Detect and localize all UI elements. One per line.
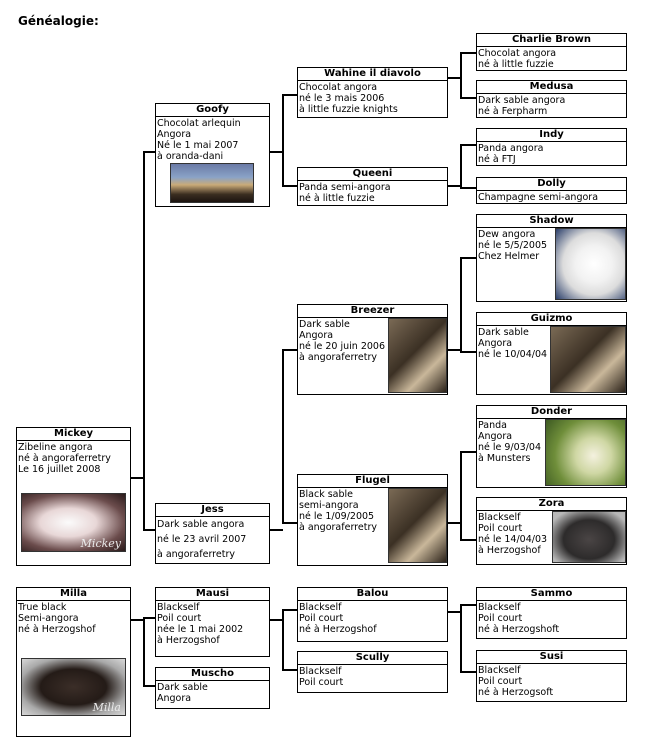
ferret-name: Charlie Brown <box>477 34 626 47</box>
ferret-photo <box>545 419 626 486</box>
ferret-detail: né le 20 juin 2006 <box>299 341 386 352</box>
ferret-detail: né à little fuzzie <box>478 59 554 70</box>
ferret-detail: Dew angora <box>478 229 536 240</box>
ferret-name: Susi <box>477 651 626 664</box>
ferret-card-zora <box>476 497 627 565</box>
ferret-detail: Champagne semi-angora <box>478 192 599 203</box>
photo-watermark: Mickey <box>80 537 121 550</box>
ferret-detail: Angora <box>299 330 334 341</box>
ferret-detail: à oranda-dani <box>157 151 224 162</box>
ferret-detail: Chocolat angora <box>478 48 557 59</box>
ferret-name: Medusa <box>477 81 626 94</box>
ferret-detail: Blackself <box>478 665 521 676</box>
ferret-detail: Zibeline angora <box>18 442 93 453</box>
ferret-card-scully <box>297 651 448 693</box>
ferret-name: Wahine il diavolo <box>298 68 447 81</box>
ferret-detail: né le 5/5/2005 <box>478 240 548 251</box>
ferret-detail: Angora <box>157 129 192 140</box>
ferret-name: Shadow <box>477 215 626 228</box>
ferret-detail: Poil court <box>478 523 523 534</box>
ferret-detail: Blackself <box>157 602 200 613</box>
ferret-detail: Black sable <box>299 489 354 500</box>
ferret-detail: Panda <box>478 420 507 431</box>
ferret-photo <box>170 163 254 203</box>
ferret-card-medusa <box>476 80 627 118</box>
ferret-detail: née le 1 mai 2002 <box>157 624 244 635</box>
ferret-detail: Angora <box>478 431 513 442</box>
ferret-card-jess <box>155 503 270 564</box>
ferret-detail: né le 9/03/04 <box>478 442 542 453</box>
ferret-detail: Chez Helmer <box>478 251 540 262</box>
ferret-card-indy <box>476 128 627 166</box>
ferret-detail: né le 14/04/03 <box>478 534 548 545</box>
ferret-detail: né à angoraferretry <box>18 453 111 464</box>
ferret-detail: Blackself <box>478 512 521 523</box>
ferret-name: Milla <box>17 588 130 601</box>
ferret-detail: Poil court <box>299 613 344 624</box>
ferret-name: Zora <box>477 498 626 511</box>
ferret-detail: Panda semi-angora <box>299 182 391 193</box>
ferret-card-goofy <box>155 103 270 207</box>
ferret-detail: Dark sable <box>157 682 208 693</box>
ferret-name: Mickey <box>17 428 130 441</box>
ferret-card-shadow <box>476 214 627 302</box>
ferret-detail: True black <box>18 602 67 613</box>
ferret-detail: né à little fuzzie <box>299 193 375 204</box>
ferret-name: Dolly <box>477 178 626 191</box>
ferret-detail: Panda angora <box>478 143 544 154</box>
ferret-detail: né à Herzogsoft <box>478 687 554 698</box>
ferret-name: Sammo <box>477 588 626 601</box>
ferret-card-sammo <box>476 587 627 639</box>
ferret-detail: Né le 1 mai 2007 <box>157 140 239 151</box>
ferret-card-donder <box>476 405 627 488</box>
ferret-card-dolly <box>476 177 627 204</box>
ferret-detail: à angoraferretry <box>299 522 377 533</box>
ferret-name: Indy <box>477 129 626 142</box>
ferret-name: Balou <box>298 588 447 601</box>
ferret-detail: né le 3 mais 2006 <box>299 93 385 104</box>
ferret-card-milla <box>16 587 131 737</box>
ferret-detail: Poil court <box>157 613 202 624</box>
ferret-card-flugel <box>297 474 448 566</box>
ferret-name: Muscho <box>156 668 269 681</box>
ferret-detail: à Herzogshof <box>478 545 541 556</box>
ferret-detail: né à Ferpharm <box>478 106 548 117</box>
ferret-detail: Dark sable angora <box>157 519 245 530</box>
ferret-card-balou <box>297 587 448 642</box>
ferret-name: Scully <box>298 652 447 665</box>
ferret-detail: Angora <box>478 338 513 349</box>
ferret-detail: à little fuzzie knights <box>299 104 398 115</box>
page-title: Généalogie: <box>18 14 99 28</box>
ferret-detail: à angoraferretry <box>299 352 377 363</box>
ferret-name: Queeni <box>298 168 447 181</box>
ferret-photo <box>552 511 626 563</box>
ferret-photo <box>21 658 126 716</box>
ferret-photo <box>388 488 447 563</box>
ferret-photo <box>555 228 626 300</box>
ferret-detail: né le 10/04/04 <box>478 349 548 360</box>
ferret-detail: Semi-angora <box>18 613 79 624</box>
ferret-card-breezer <box>297 304 448 395</box>
ferret-detail: Chocolat arlequin <box>157 118 241 129</box>
ferret-detail: à angoraferretry <box>157 549 235 560</box>
ferret-detail: né le 1/09/2005 <box>299 511 375 522</box>
ferret-card-guizmo <box>476 312 627 395</box>
ferret-card-queeni <box>297 167 448 206</box>
ferret-detail: né le 23 avril 2007 <box>157 534 247 545</box>
ferret-name: Mausi <box>156 588 269 601</box>
ferret-photo <box>21 493 126 552</box>
ferret-detail: né à Herzogshof <box>299 624 377 635</box>
ferret-detail: né à FTJ <box>478 154 516 165</box>
ferret-detail: Poil court <box>299 677 344 688</box>
ferret-photo <box>388 318 447 393</box>
ferret-name: Donder <box>477 406 626 419</box>
ferret-name: Jess <box>156 504 269 517</box>
ferret-name: Breezer <box>298 305 447 318</box>
ferret-detail: Dark sable <box>299 319 350 330</box>
ferret-detail: à Munsters <box>478 453 531 464</box>
ferret-detail: Chocolat angora <box>299 82 378 93</box>
ferret-detail: Angora <box>157 693 192 704</box>
ferret-detail: né à Herzogshoft <box>478 624 560 635</box>
ferret-name: Goofy <box>156 104 269 117</box>
ferret-card-mausi <box>155 587 270 657</box>
ferret-card-wahine <box>297 67 448 118</box>
ferret-card-charlie-brown <box>476 33 627 71</box>
ferret-card-susi <box>476 650 627 702</box>
photo-watermark: Milla <box>92 701 121 714</box>
ferret-detail: semi-angora <box>299 500 359 511</box>
ferret-card-mickey <box>16 427 131 566</box>
ferret-detail: Poil court <box>478 676 523 687</box>
ferret-photo <box>550 326 626 393</box>
ferret-detail: né à Herzogshof <box>18 624 96 635</box>
ferret-name: Guizmo <box>477 313 626 326</box>
ferret-detail: Blackself <box>478 602 521 613</box>
ferret-detail: Dark sable angora <box>478 95 566 106</box>
ferret-detail: à Herzogshof <box>157 635 220 646</box>
ferret-detail: Dark sable <box>478 327 529 338</box>
ferret-detail: Poil court <box>478 613 523 624</box>
ferret-detail: Le 16 juillet 2008 <box>18 464 101 475</box>
ferret-card-muscho <box>155 667 270 709</box>
ferret-detail: Blackself <box>299 666 342 677</box>
ferret-detail: Blackself <box>299 602 342 613</box>
ferret-name: Flugel <box>298 475 447 488</box>
